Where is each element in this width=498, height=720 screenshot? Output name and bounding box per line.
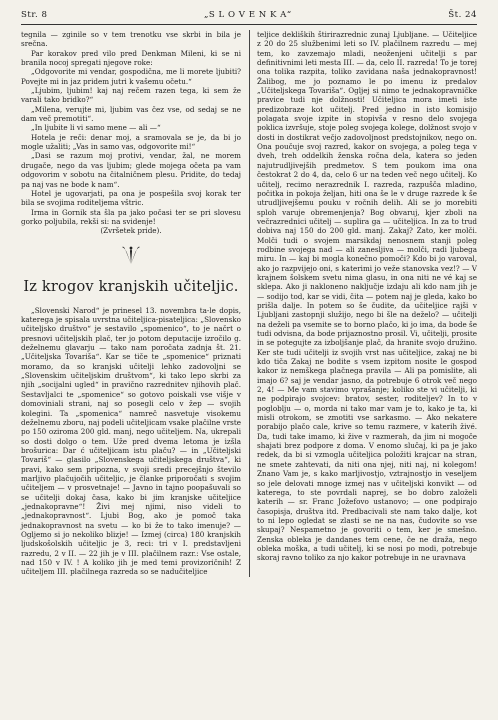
article-heading: Iz krogov kranjskih učiteljic. xyxy=(23,278,239,295)
article-paragraph: „Slovenski Narod“ je prinesel 13. novembra ta-le dopis, katerega je spisala uvrstna učiteljica-pisateljica: „Slovensko učiteljsko društvo“ je sestavilo „spomenico“, to je načrt o presnovi učiteljskih plač, ter jo potom deputacije izročilo g. deželnemu glavarju — tako nam poročata zadnja št. 21. „Učiteljska Tovariša“. Kar se tiče te „spomenice“ priznati moramo, da so kranjski učitelji lehko zadovoljni se „Slovenskim učiteljskim društvom“, ki tako lepo skrbi za njih „socijalni ugled“ in pravično razrednitev njihovih plač. Sestavljalci te „spomenice“ so gotovo poiskali vse višje v domoviniali strani, naj so posegli celo v žep — svojih kolegini. Ta „spomenica“ namreč nasvetuje visokemu deželnemu zboru, naj podeli učiteljicam vsake plačilne vrste po 150 oziroma 200 gld. manj, nego učiteljem. Na, ukrepali so dosti dolgo o tem. Uže pred dvema letoma je izšla brošurica: Dar ć učiteljicam istu plaču? — in „Učiteljski Tovariš“ — glasilo „Slovenskega učiteljskega društva“, ki pravi, kako sem pripozna, v svoji sredi precejšnjo število marljivo plačujočih učiteljic, je članke priporočati s svojim učiteljem — v prosvetnaje! — Javno in tajno poopašuvali so se učitelji dokaj časa, kako bi jim kranjske učiteljice „jednakopravne“! Živi mej njimi, niso videli to „jednakopravnost“. Ljubi Bog, ako je pomoč taka jednakopravnost na svetu — ko bi že to tako imenuje? — Ogljemo si jo nekoliko blizje! — Izmej (circa) 180 kranjskih ljudskošolskih učiteljic je 3, reci: tri v I. predstavljeni razredu, 2 v II. — 22 jih je v III. plačilnem razr.: Vse ostale, nad 150 v IV. ! A koliko jih je med temi provizoričnih! Z učiteljem III. plačilnega razreda so se nadučiteljice xyxy=(21,305,241,577)
right-column xyxy=(257,30,477,577)
issue-number: Št. 24 xyxy=(448,10,477,20)
page-header xyxy=(21,10,477,24)
story-paragraph: Par korakov pred vilo pred Denkman Mileni, ki se ni branila nocoj spregati njegove roke: xyxy=(21,48,241,68)
publication-title: „S L O V E N K A“ xyxy=(203,10,292,20)
story-paragraph: tegnila — zginile so v tem trenotku vse skrbi in bila je srečna. xyxy=(21,30,241,49)
story-paragraph: Irma in Gornik sta šla pa jako počasi ter se pri slovesu gorko poljubila, rekši si: na svidenje! xyxy=(21,207,241,226)
article-paragraph: teljice dekliških štirirazrednic zunaj Ljubljane. — Učiteljice z 20 do 25 službenimi leti so IV. plačilnem razredu — mej tem, ko zavzemajo mladi, neoženjeni učitelji s par definitivnimi leti mesta III. — da, celo II. razreda! To je torej ona tolika razpita, toliko zavidana naša jednakopravnost! Žalibog, me jo poznamo le po imenu iz predalov „Učiteljskega Tovariša“. Ogljej si nimo te jednakopravničke pravice tudi nje dolžnosti! Učiteljica mora imeti iste predizobraze kot učitelj. Pred jedno in isto komisijo polagata svoje izpite in stopivša v resno delo svojega poklica izvršuje, stoje poleg svojega kolege, dolžnost svojo v dosti in dostikrat večjo zadovoljnost predstojnikov, nego on. Ona poučuje svoj razred, kakor on svojega, a poleg tega v dveh, treh oddelkih ženska ročna dela, katera so jeden najutrudljivejših predmetov. S tem poukom ima ona čestokrat 2 do 4, da, celo 6 ur na teden več nego učitelj. Ko učitelj, recimo nerazrednik I. razreda, razpušča mladino, počitka in pokoja željan, hiti ona še le v druge razrede k še utrudljivejšemu pouku v ročnih delih. Ali se jo morebiti sploh varuje obremenjenja? Bog obvaruj, kjer zboli na večrazrednici učitelj — suplira ga — učiteljica. In za to trud dobiva naj 150 do 200 gld. manj. Zakaj? Zato, ker molči. Molči tudi o svojem marsikdaj nenosnem stanji poleg rodbine svojega nad — ali zanesljiva — molči, radi ljubega miru. In — kaj bi mogla konečno pomoči? Kdo bi jo varoval, ako jo razpvijejo oni, s katerimi jo veže stanovska vez!? — V krajnem šolskem svetu nima glasu, in ona niti ne vé kaj se sklepa. Ako ji nakloneno naključje izdaju ali kdo nam jih je — sodijo tod, kar se vidi, čita — potem naj je gleda, kako bo prišla dalje. In potem so še čudite, da učiteljice rajši v Ljubljani zastopnji služijo, nego bi šle na deželo? — učitelji na deželi pa vsemite se to borno plačo, ki jo ima, da bode še tudi odvisna, da bode prijaznostno prosil. Vi, učitelji, prosite in se potegujte za izboljšanje plač, da hranite svojo družino. Ker ste tudi učitelji iz svojih vrst nas učiteljice, zakaj ne bi kdo tiča Zakaj ne bodite s vsem izpitom nosite le gospod kakor iz nemškega plačnega pravila — Ali pa pomislite, ali imajo 6? saj je vendar jasno, da potrebuje 6 otrok več nego 2, 4! — Me vam stavimo vprašanje; koliko ste vi učitelji, ki ne podpirajo svojcev: bratov, sester, roditeljev? In to v pogloblju — o, morda ni tako mar vam je to, kako je ta, ki misli otrokom, se zmotiti vse sarkasmo. — Ako nekatere porabijo plačo cale, krive so temu razmere, v katerih živé. Da, tudi take imamo, ki žive v razmerah, da jim ni mogoče shajati brez podpore z doma. V enomo slučaj, ki pa je jako redek, da bi si vzmogla učiteljica položiti krajcar na stran, ne smete zahtevati, da niti ona njej, niti naj, ni kolegom! Znano Vam je, s kako marljivostjo, vztrajnostjo in veseljem so jele delovati mnoge izmej nas v učiteljski konvikt — od katerega, to ste povrdali naprej, se bo dobro založeli katerih — sr. Franc Jožefovo ustanovo; — one podpirajo časopisja, društva itd. Predbacivali ste nam tako dalje, kot to ni lepo ogledat se zlasti se ne na nas, čudovite so vse skupaj? Nespametno je govoriti o tem, ker je smešno. Zenska obleka je dandanes tem cene, če ne draža, nego obleka moška, a tudi učitelj, ki se nosi po modi, potrebuje skoraj ravno toliko za njo kakor potrebuje in ne uravnava xyxy=(257,30,477,563)
story-paragraph: „In ljubite li vi samo mene — ali —“ xyxy=(31,123,161,133)
header-rule xyxy=(21,24,477,25)
column-divider xyxy=(249,30,250,577)
left-column xyxy=(21,30,241,577)
story-paragraph: „Milena, verujte mi, ljubim vas čez vse, od sedaj se ne dam več premotiti“. xyxy=(21,104,241,124)
story-paragraph: Hotela je reči: denar moj, a sramovala se je, da bi jo mogle užaliti; „Vas in samo vas, odgovorite mi!“ xyxy=(21,132,241,152)
text-columns xyxy=(21,30,477,577)
fleuron-ornament-icon xyxy=(21,245,241,269)
story-paragraph: Hotel je ugovarjati, pa ona je pospešila svoj korak ter bila se svojima roditeljema vštric. xyxy=(21,188,241,208)
to-be-continued: (Zvršetek pride). xyxy=(100,226,162,236)
story-paragraph: „Dasi se razum moj protivi, vendar, žal, ne morem drugače, nego da vas ljubim; glede mojega očeta pa vam odgovorim v sobotu na čitalničnem plesu. Pridite, do tedaj pa naj vas ne bode k nam“. xyxy=(21,151,241,189)
story-paragraph: „Ljubim, ljubim! kaj naj rečem razen tega, ki sem že varali tako bridko?“ xyxy=(21,86,241,105)
story-paragraph: „Odgovorite mi vendar, gospodična, me li morete ljubiti? Povejte mi in jaz pridem jutri k vašemu očetu.“ xyxy=(21,67,241,86)
page-number: Str. 8 xyxy=(21,10,48,20)
